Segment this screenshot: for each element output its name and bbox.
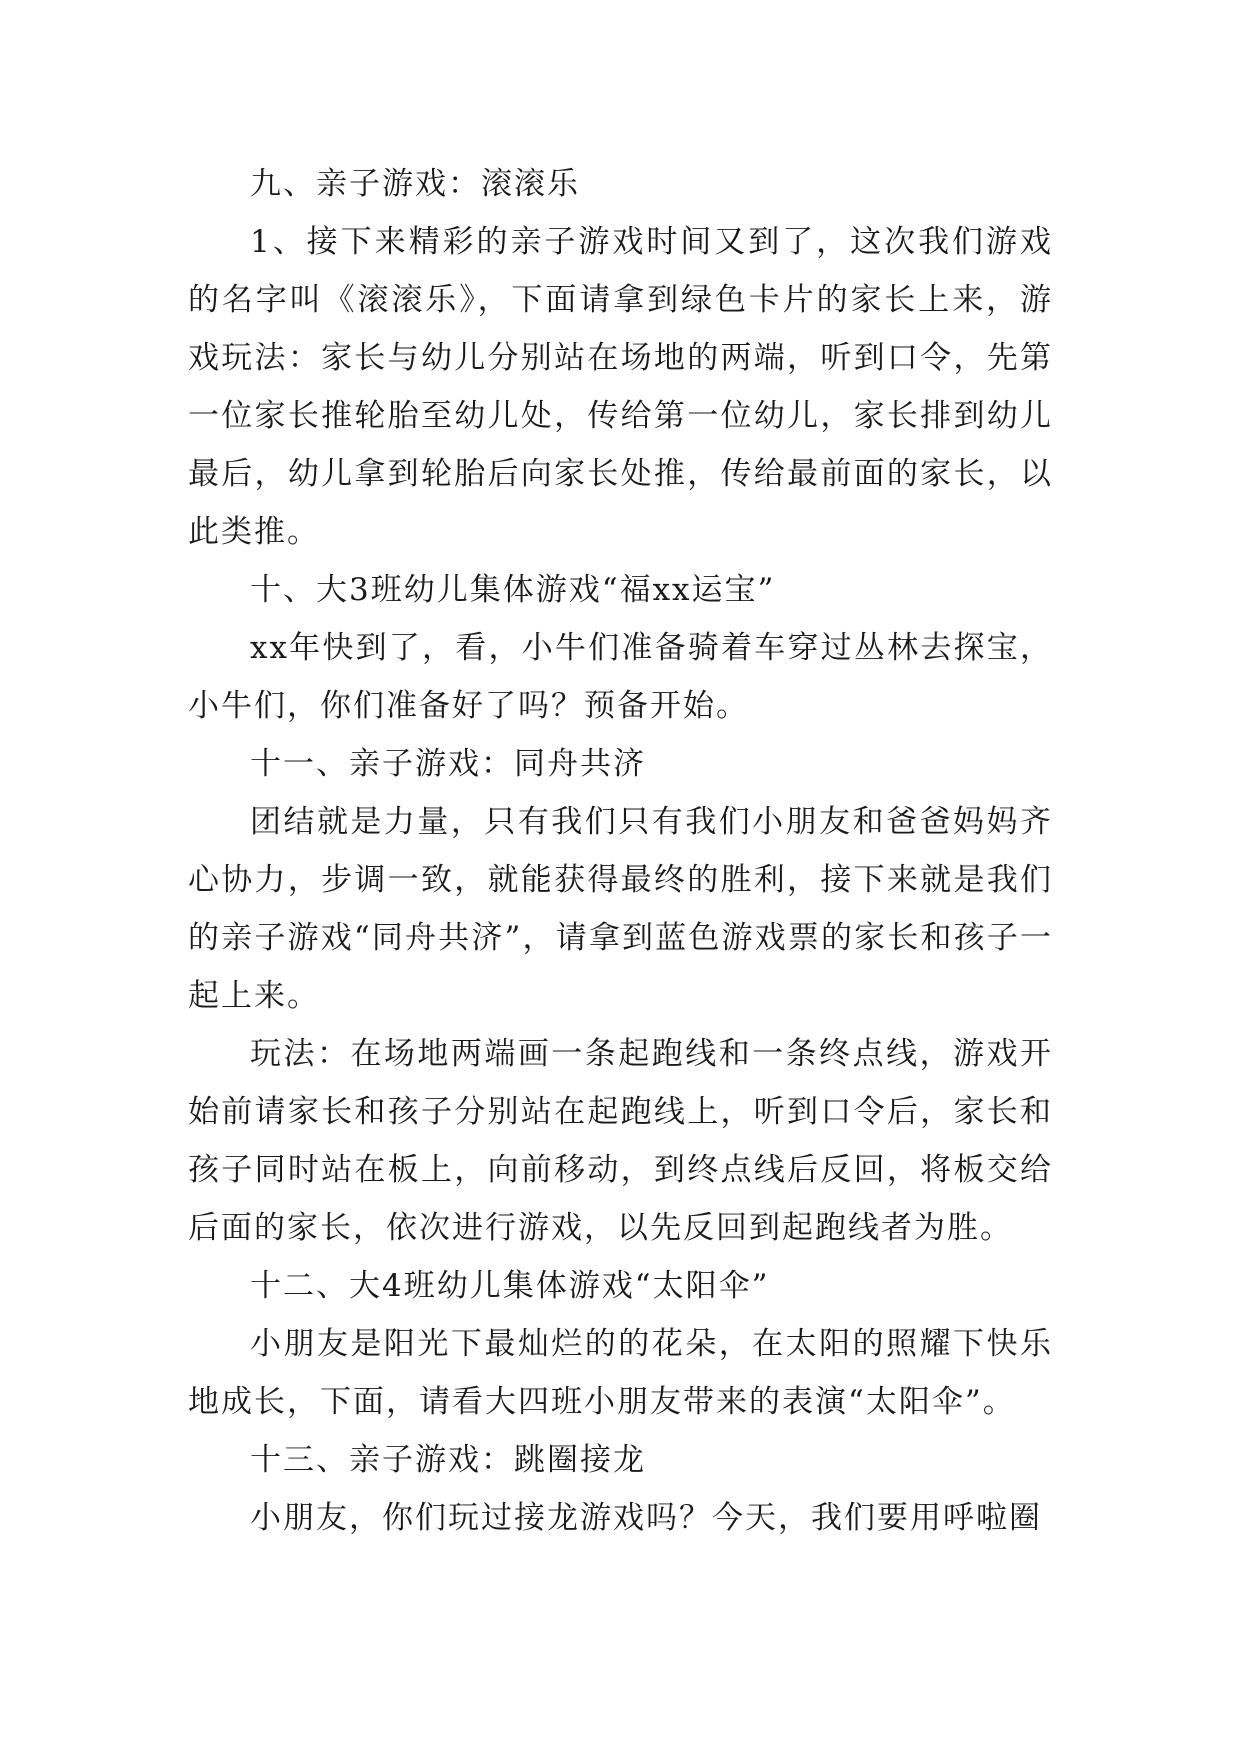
paragraph-game-thirteen-intro: 小朋友，你们玩过接龙游戏吗？今天，我们要用呼啦圈: [250, 1500, 1042, 1536]
paragraph-game-ten-intro: xx年快到了，看，小牛们准备骑着车穿过丛林去探宝，小牛们，你们准备好了吗？预备开始。: [188, 630, 1053, 724]
document-body: [188, 155, 1053, 1547]
heading-game-twelve: 十二、大4班幼儿集体游戏“太阳伞”: [250, 1268, 770, 1304]
paragraph-game-eleven-rules: 玩法：在场地两端画一条起跑线和一条终点线，游戏开始前请家长和孩子分别站在起跑线上，听到口令后，家长和孩子同时站在板上，向前移动，到终点线后反回，将板交给后面的家长，依次进行游戏，以先反回到起跑线者为胜。: [188, 1036, 1053, 1246]
paragraph-game-nine-intro: 1、接下来精彩的亲子游戏时间又到了，这次我们游戏的名字叫《滚滚乐》，下面请拿到绿色卡片的家长上来，游戏玩法：家长与幼儿分别站在场地的两端，听到口令，先第一位家长推轮胎至幼儿处，传给第一位幼儿，家长排到幼儿最后，幼儿拿到轮胎后向家长处推，传给最前面的家长，以此类推。: [188, 224, 1053, 550]
paragraph-game-eleven-intro: 团结就是力量，只有我们只有我们小朋友和爸爸妈妈齐心协力，步调一致，就能获得最终的胜利，接下来就是我们的亲子游戏“同舟共济”，请拿到蓝色游戏票的家长和孩子一起上来。: [188, 804, 1053, 1014]
paragraph-game-twelve-intro: 小朋友是阳光下最灿烂的的花朵，在太阳的照耀下快乐地成长，下面，请看大四班小朋友带来的表演“太阳伞”。: [188, 1326, 1053, 1420]
heading-game-nine: 九、亲子游戏：滚滚乐: [250, 166, 580, 202]
heading-game-ten: 十、大3班幼儿集体游戏“福xx运宝”: [250, 572, 776, 608]
heading-game-eleven: 十一、亲子游戏：同舟共济: [250, 746, 646, 782]
heading-game-thirteen: 十三、亲子游戏：跳圈接龙: [250, 1442, 646, 1478]
